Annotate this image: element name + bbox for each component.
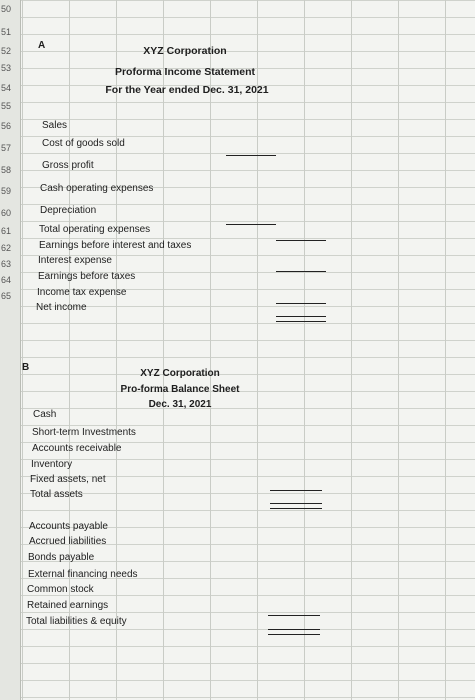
row-number: 63: [1, 259, 12, 269]
balance-company-title: XYZ Corporation: [140, 368, 220, 379]
row-number: 58: [1, 165, 12, 175]
income-line-gross-profit: Gross profit: [42, 160, 94, 171]
income-company-title: XYZ Corporation: [143, 45, 227, 57]
liab-line-accrued: Accrued liabilities: [29, 536, 107, 547]
asset-line-total-assets: Total assets: [30, 489, 83, 500]
row-number: 53: [1, 63, 12, 73]
row-number: 64: [1, 275, 12, 285]
row-number: 60: [1, 208, 12, 218]
income-line-ebt: Earnings before taxes: [38, 271, 136, 282]
total-liab-underline: [268, 615, 320, 616]
liab-line-retained-earnings: Retained earnings: [27, 600, 109, 611]
liab-line-bonds: Bonds payable: [28, 552, 95, 563]
total-liab-double-underline: [268, 629, 320, 635]
row-number: 61: [1, 226, 12, 236]
row-header: [0, 0, 21, 700]
income-line-cash-opex: Cash operating expenses: [40, 183, 154, 194]
income-line-ebit: Earnings before interest and taxes: [39, 240, 192, 251]
net-income-double-underline: [276, 316, 326, 322]
balance-statement-title: Pro-forma Balance Sheet: [120, 384, 240, 395]
row-number: 65: [1, 291, 12, 301]
row-number: 59: [1, 186, 12, 196]
income-line-depreciation: Depreciation: [40, 205, 97, 216]
income-period-title: For the Year ended Dec. 31, 2021: [105, 84, 269, 96]
gross-profit-underline: [226, 155, 276, 156]
asset-line-fixed-assets: Fixed assets, net: [30, 474, 106, 485]
asset-line-receivables: Accounts receivable: [32, 443, 122, 454]
total-assets-underline: [270, 490, 322, 491]
tax-underline: [276, 303, 326, 304]
asset-line-inventory: Inventory: [31, 459, 73, 470]
row-number: 55: [1, 101, 12, 111]
row-number: 57: [1, 143, 12, 153]
income-line-interest: Interest expense: [38, 255, 112, 266]
income-line-total-opex: Total operating expenses: [39, 224, 151, 235]
row-number: 56: [1, 121, 12, 131]
opex-underline: [226, 224, 276, 225]
liab-line-total: Total liabilities & equity: [26, 616, 127, 627]
liab-line-accounts-payable: Accounts payable: [29, 521, 108, 532]
row-number: 62: [1, 243, 12, 253]
row-number: 50: [1, 4, 12, 14]
section-a-label: A: [38, 40, 46, 51]
income-statement-title: Proforma Income Statement: [114, 66, 256, 78]
income-line-sales: Sales: [42, 120, 68, 131]
row-number: 52: [1, 46, 12, 56]
row-number: 51: [1, 27, 12, 37]
balance-date-title: Dec. 31, 2021: [148, 399, 212, 410]
asset-line-cash: Cash: [33, 409, 57, 420]
ebt-underline: [276, 271, 326, 272]
liab-line-external-financing: External financing needs: [28, 569, 138, 580]
total-assets-double-underline: [270, 503, 322, 509]
section-b-label: B: [22, 362, 30, 373]
ebit-underline: [276, 240, 326, 241]
income-line-net-income: Net income: [36, 302, 87, 313]
income-line-tax: Income tax expense: [37, 287, 127, 298]
liab-line-common-stock: Common stock: [27, 584, 94, 595]
income-line-cogs: Cost of goods sold: [42, 138, 125, 149]
row-number: 54: [1, 83, 12, 93]
asset-line-st-investments: Short-term Investments: [32, 427, 136, 438]
